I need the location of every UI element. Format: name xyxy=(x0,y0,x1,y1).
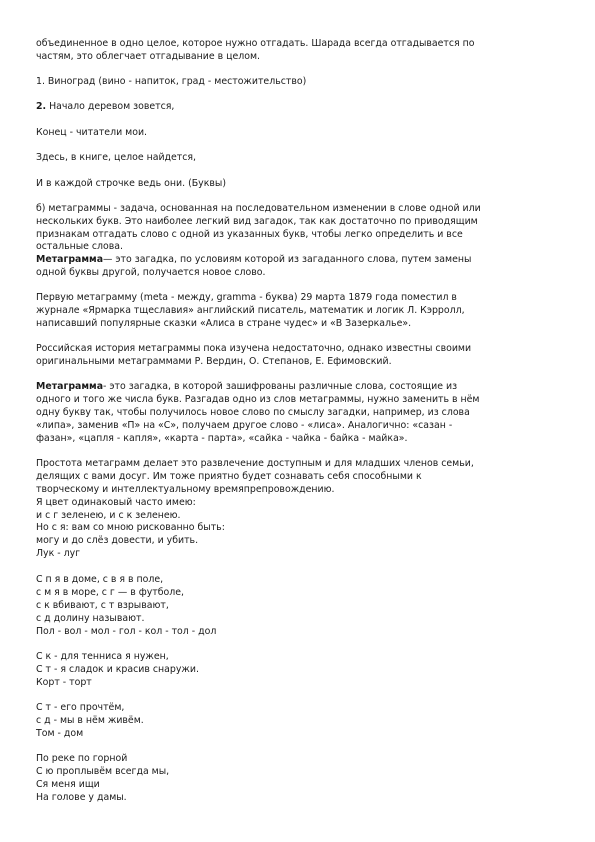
riddle-line: Но с я: вам со мною рискованно быть: xyxy=(36,522,225,533)
riddle-line: Cя меня ищи xyxy=(36,779,100,790)
riddle-answer: Лук - луг xyxy=(36,548,81,559)
riddle-line: с д - мы в нём живём. xyxy=(36,715,144,726)
riddle-line: Я цвет одинаковый часто имею: xyxy=(36,497,196,508)
russian-history-line: оригинальными метаграммами Р. Вердин, О. Степанов, Е. Ефимовский. xyxy=(36,356,392,367)
definition-text: - это загадка, в которой зашифрованы различные слова, состоящие из xyxy=(103,381,458,392)
definition-paragraph xyxy=(36,381,457,394)
definition-line: одной буквы другой, получается новое слово. xyxy=(36,267,266,278)
definition-term: Метаграмма xyxy=(36,254,104,265)
simplicity-line: делящих с вами досуг. Им тоже приятно будет сознавать себя способными к xyxy=(36,471,422,482)
simplicity-line: Простота метаграмм делает это развлечение доступным и для младших членов семьи, xyxy=(36,458,474,469)
riddle-line: Конец - читатели мои. xyxy=(36,127,148,138)
history-line: написавший популярные сказки «Алиса в стране чудес» и «В Зазеркалье». xyxy=(36,318,412,329)
riddle-line: С п я в доме, с в я в поле, xyxy=(36,574,164,585)
riddle-line: На голове у дамы. xyxy=(36,792,127,803)
riddle-line: с д долину называют. xyxy=(36,613,145,624)
section-b-line: остальные слова. xyxy=(36,241,124,252)
riddle-line: С т - я сладок и красив снаружи. xyxy=(36,664,199,675)
definition-line: одну букву так, чтобы получилось новое слово по смыслу загадки, например, из слова xyxy=(36,407,470,418)
riddle-line: И в каждой строчке ведь они. (Буквы) xyxy=(36,178,226,189)
intro-line: объединенное в одно целое, которое нужно отгадать. Шарада всегда отгадывается по xyxy=(36,38,475,49)
riddle-line: С к - для тенниса я нужен, xyxy=(36,651,169,662)
riddle-line: По реке по горной xyxy=(36,753,128,764)
definition-line: фазан», «цапля - капля», «карта - парта», «сайка - чайка - байка - майка». xyxy=(36,433,408,444)
riddle-line: с к вбивают, с т взрывают, xyxy=(36,600,169,611)
definition-line: «липа», заменив «П» на «С», получаем другое слово - «лиса». Аналогично: «сазан - xyxy=(36,420,453,431)
riddle-line: с м я в море, с г — в футболе, xyxy=(36,587,184,598)
list-item-1: 1. Виноград (вино - напиток, град - местожительство) xyxy=(36,76,307,87)
definition-line: одного и того же числа букв. Разгадав одно из слов метаграммы, нужно заменить в нём xyxy=(36,394,480,405)
list-item-2-text: Начало деревом зовется, xyxy=(46,101,175,112)
riddle-line: С т - его прочтём, xyxy=(36,702,125,713)
riddle-answer: Том - дом xyxy=(36,728,84,739)
list-item-2 xyxy=(36,101,174,114)
intro-line: частям, это облегчает отгадывание в целом. xyxy=(36,51,261,62)
russian-history-line: Российская история метаграммы пока изучена недостаточно, однако известны своими xyxy=(36,343,472,354)
list-item-2-number: 2. xyxy=(36,101,47,112)
riddle-line: и с г зеленею, и с к зеленею. xyxy=(36,510,181,521)
riddle-answer: Корт - торт xyxy=(36,677,92,688)
riddle-line: Здесь, в книге, целое найдется, xyxy=(36,152,197,163)
definition-paragraph xyxy=(36,254,471,267)
riddle-line: могу и до слёз довести, и убить. xyxy=(36,535,199,546)
simplicity-line: творческому и интеллектуальному времяпрепровождению. xyxy=(36,484,335,495)
history-line: Первую метаграмму (meta - между, gramma - буква) 29 марта 1879 года поместил в xyxy=(36,292,457,303)
riddle-answer: Пол - вол - мол - гол - кол - тол - дол xyxy=(36,626,217,637)
definition-term: Метаграмма xyxy=(36,381,104,392)
section-b-line: нескольких букв. Это наиболее легкий вид загадок, так как достаточно по приводящим xyxy=(36,216,478,227)
definition-text: — это загадка, по условиям которой из загаданного слова, путем замены xyxy=(103,254,472,265)
history-line: журнале «Ярмарка тщеславия» английский писатель, математик и логик Л. Кэрролл, xyxy=(36,305,465,316)
riddle-line: С ю проплывём всегда мы, xyxy=(36,766,170,777)
section-b-line: б) метаграммы - задача, основанная на последовательном изменении в слове одной или xyxy=(36,203,481,214)
section-b-line: признакам отгадать слово с одной из указанных букв, чтобы легко определить и все xyxy=(36,229,463,240)
